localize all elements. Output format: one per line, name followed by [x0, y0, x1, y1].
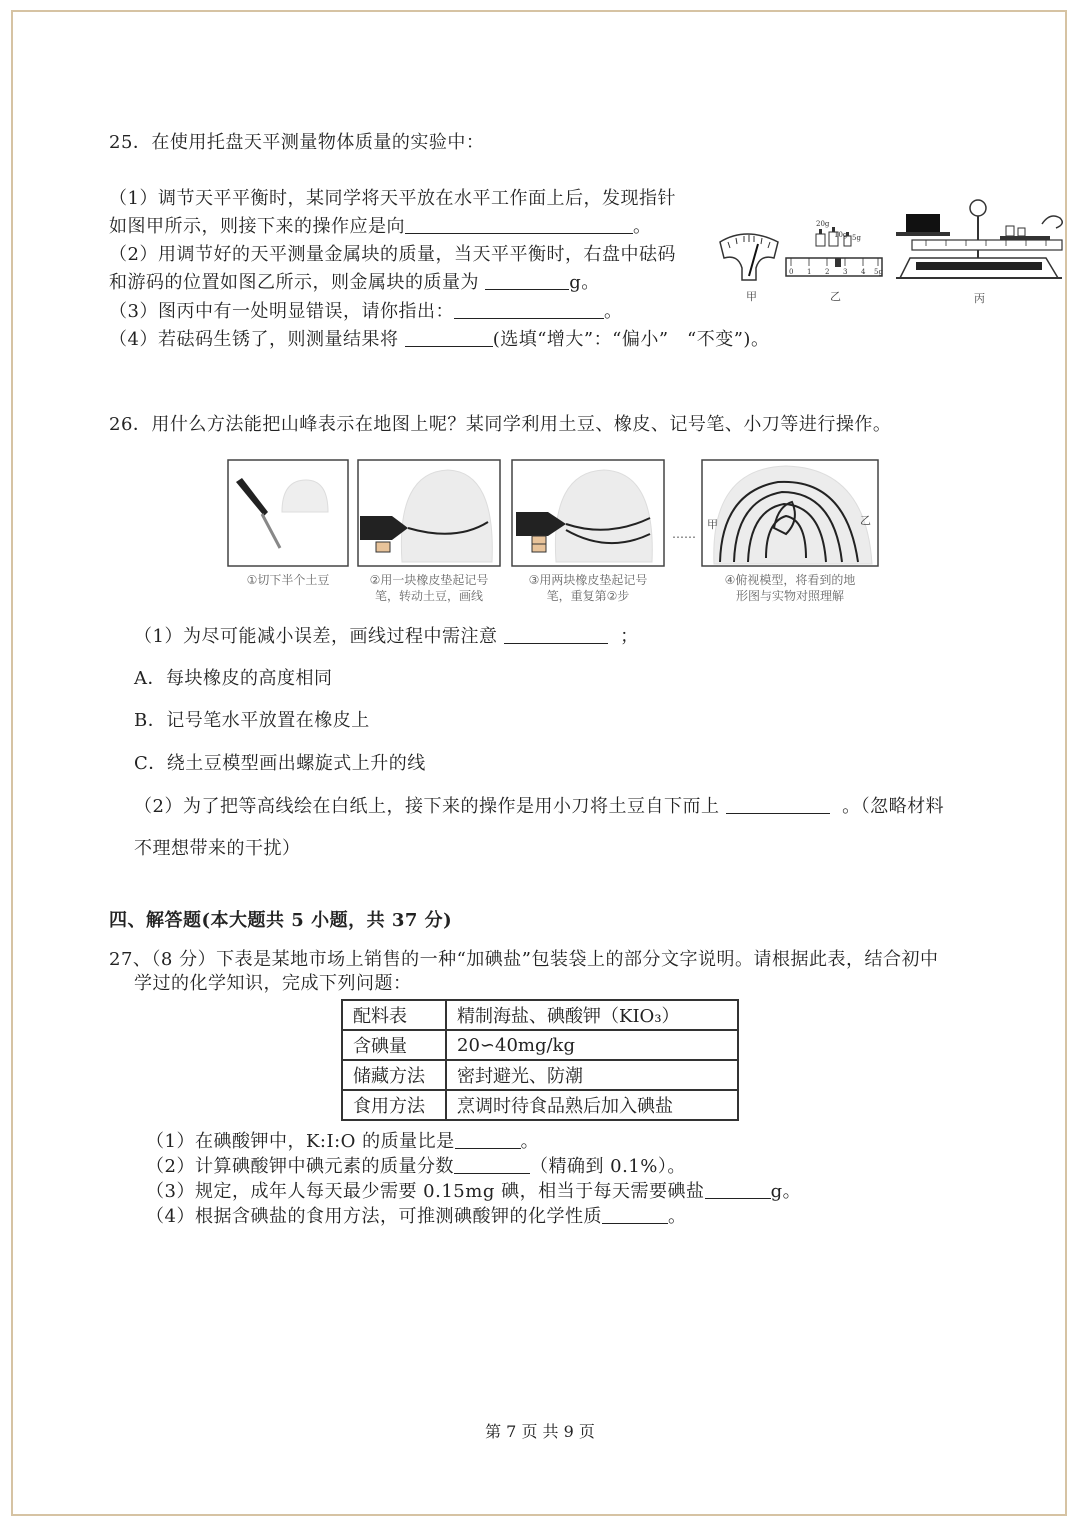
- fig-label-yi: 乙: [830, 290, 841, 303]
- q26-option-b: B．记号笔水平放置在橡皮上: [134, 710, 370, 731]
- caption-step1: ①切下半个土豆: [246, 573, 330, 587]
- svg-text:20g: 20g: [816, 220, 830, 228]
- table-row: 食用方法 烹调时待食品熟后加入碘盐: [342, 1090, 738, 1120]
- q26-sub1: （1）为尽可能减小误差，画线过程中需注意 ；: [134, 626, 639, 647]
- q26-sub2-cont: 不理想带来的干扰）: [134, 838, 301, 859]
- q27-blank1[interactable]: [455, 1130, 521, 1149]
- caption-step4: ④俯视模型，将看到的地 形图与实物对照理解: [724, 573, 856, 603]
- table-row: 配料表 精制海盐、碘酸钾（KIO₃）: [342, 1000, 738, 1030]
- table-row: 储藏方法 密封避光、防潮: [342, 1060, 738, 1090]
- q27-part2: （2）计算碘酸钾中碘元素的质量分数 （精确到 0.1%）。: [146, 1156, 686, 1177]
- q25-line4: 和游码的位置如图乙所示，则金属块的质量为 g。: [109, 272, 600, 293]
- q26-blank1[interactable]: [504, 625, 608, 644]
- q25-blank3[interactable]: [454, 300, 604, 319]
- weights-ruler-figure: [786, 220, 883, 303]
- q27-intro2: 学过的化学知识，完成下列问题：: [134, 973, 412, 994]
- q25-line5: （3）图丙中有一处明显错误，请你指出： 。: [109, 301, 623, 322]
- svg-text:2: 2: [825, 268, 830, 276]
- svg-text:4: 4: [861, 268, 866, 276]
- caption-step2: ②用一块橡皮垫起记号 笔，转动土豆，画线: [369, 573, 489, 603]
- q25-title: 25．在使用托盘天平测量物体质量的实验中：: [109, 132, 485, 153]
- svg-text:……: ……: [672, 527, 696, 541]
- svg-text:甲: 甲: [707, 518, 718, 531]
- q27-blank3[interactable]: [705, 1180, 771, 1199]
- page-footer: 第 7 页 共 9 页: [485, 1422, 595, 1441]
- section-heading: 四、解答题(本大题共 5 小题，共 37 分): [109, 910, 453, 931]
- balance-figure: [896, 200, 1062, 305]
- fig-label-jia: 甲: [746, 290, 757, 303]
- q25-line1: （1）调节天平平衡时，某同学将天平放在水平工作面上后，发现指针: [109, 188, 676, 209]
- q25-line6: （4）若砝码生锈了，则测量结果将 (选填“增大”：“偏小” “不变”)。: [109, 329, 770, 350]
- q27-blank4[interactable]: [602, 1205, 668, 1224]
- potato-steps-figure: [226, 458, 882, 570]
- svg-text:10g: 10g: [834, 231, 848, 239]
- caption-step3: ③用两块橡皮垫起记号 笔，重复第②步: [528, 573, 648, 603]
- q25-blank2[interactable]: [485, 271, 569, 290]
- table-row: 含碘量 20∽40mg/kg: [342, 1030, 738, 1060]
- q26-option-a: A．每块橡皮的高度相同: [134, 668, 333, 689]
- q27-part4: （4）根据含碘盐的食用方法，可推测碘酸钾的化学性质 。: [146, 1206, 687, 1227]
- q25-line2: 如图甲所示，则接下来的操作应是向 。: [109, 216, 652, 237]
- q26-blank2[interactable]: [726, 795, 830, 814]
- q27-intro1: 27、（8 分）下表是某地市场上销售的一种“加碘盐”包装袋上的部分文字说明。请根据此表，结合初中: [109, 949, 939, 970]
- fig-label-bing: 丙: [974, 292, 985, 305]
- pointer-scale-figure: [720, 234, 778, 303]
- iodized-salt-table: [341, 999, 739, 1121]
- q25-blank4[interactable]: [405, 328, 493, 347]
- q26-option-c: C．绕土豆模型画出螺旋式上升的线: [134, 753, 426, 774]
- svg-text:5g: 5g: [852, 234, 861, 242]
- svg-text:0: 0: [789, 268, 794, 276]
- balance-figures: [716, 196, 1076, 308]
- svg-text:1: 1: [807, 268, 812, 276]
- svg-text:3: 3: [843, 268, 848, 276]
- q25-line3: （2）用调节好的天平测量金属块的质量，当天平平衡时，右盘中砝码: [109, 244, 676, 265]
- q25-blank1[interactable]: [405, 215, 633, 234]
- svg-text:5g: 5g: [874, 268, 883, 276]
- svg-text:乙: 乙: [860, 514, 871, 527]
- q27-part1: （1）在碘酸钾中，K:I:O 的质量比是 。: [146, 1131, 540, 1152]
- q27-blank2[interactable]: [454, 1155, 530, 1174]
- q27-part3: （3）规定，成年人每天最少需要 0.15mg 碘，相当于每天需要碘盐 g。: [146, 1181, 802, 1202]
- q26-sub2: （2）为了把等高线绘在白纸上，接下来的操作是用小刀将土豆自下而上 。（忽略材料: [134, 796, 945, 817]
- q26-title: 26．用什么方法能把山峰表示在地图上呢？某同学利用土豆、橡皮、记号笔、小刀等进行操作。: [109, 414, 892, 435]
